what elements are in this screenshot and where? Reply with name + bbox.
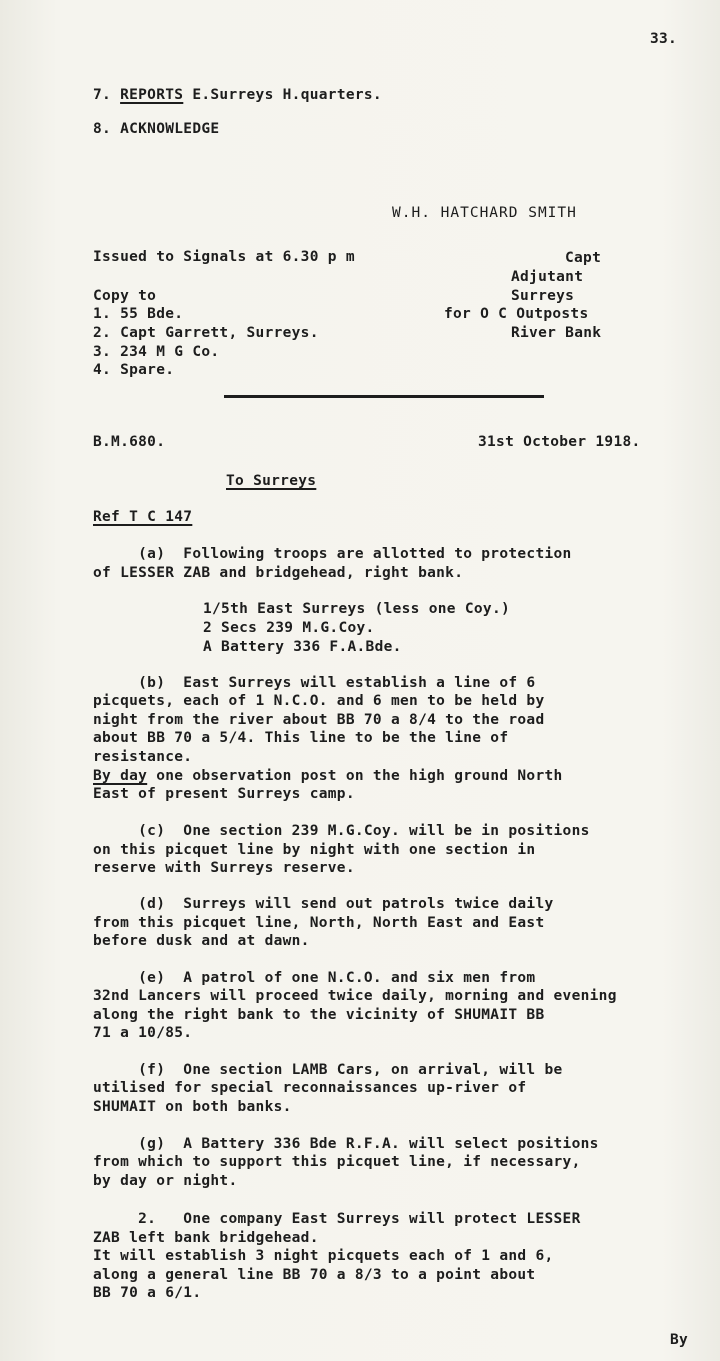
rank-line: River Bank xyxy=(511,325,602,341)
item-7-text: E.Surreys H.quarters. xyxy=(183,87,382,103)
para-f-line: SHUMAIT on both banks. xyxy=(93,1099,292,1115)
message-reference: B.M.680. xyxy=(93,434,166,450)
by-day-text: one observation post on the high ground North xyxy=(147,768,563,784)
page-number: 33. xyxy=(650,31,678,47)
para-b-line: night from the river about BB 70 a 8/4 to the road xyxy=(93,712,545,728)
troop-line: 1/5th East Surreys (less one Coy.) xyxy=(203,601,511,617)
copy-to-label: Copy to xyxy=(93,288,157,304)
issued-line: Issued to Signals at 6.30 p m xyxy=(93,249,355,265)
signatory-name: W.H. HATCHARD SMITH xyxy=(392,205,577,221)
para-d-line: before dusk and at dawn. xyxy=(93,933,310,949)
para-c-line: reserve with Surreys reserve. xyxy=(93,860,355,876)
para-f-line: utilised for special reconnaissances up-river of xyxy=(93,1080,527,1096)
copy-item: 4. Spare. xyxy=(93,362,175,378)
rank-line: Surreys xyxy=(511,288,575,304)
para-2-line: 2. One company East Surreys will protect LESSER xyxy=(93,1211,581,1227)
para-g-line: (g) A Battery 336 Bde R.F.A. will select positions xyxy=(93,1136,599,1152)
troop-line: A Battery 336 F.A.Bde. xyxy=(203,639,402,655)
rank-line: for O C Outposts xyxy=(444,306,589,322)
item-8: 8. ACKNOWLEDGE xyxy=(93,121,220,137)
by-day-label: By day xyxy=(93,768,148,784)
para-e-line: 32nd Lancers will proceed twice daily, morning and evening xyxy=(93,988,617,1004)
copy-item: 2. Capt Garrett, Surreys. xyxy=(93,325,319,341)
para-2-line: ZAB left bank bridgehead. xyxy=(93,1230,319,1246)
para-b-line: picquets, each of 1 N.C.O. and 6 men to be held by xyxy=(93,693,545,709)
para-2-line: along a general line BB 70 a 8/3 to a point about xyxy=(93,1267,536,1283)
para-f-line: (f) One section LAMB Cars, on arrival, will be xyxy=(93,1062,563,1078)
troop-line: 2 Secs 239 M.G.Coy. xyxy=(203,620,375,636)
addressee: To Surreys xyxy=(226,473,317,489)
by-day-line: East of present Surreys camp. xyxy=(93,786,355,802)
catchword: By xyxy=(670,1332,689,1348)
para-c-line: (c) One section 239 M.G.Coy. will be in positions xyxy=(93,823,590,839)
para-e-line: (e) A patrol of one N.C.O. and six men from xyxy=(93,970,536,986)
separator-rule xyxy=(224,395,544,398)
para-b-line: resistance. xyxy=(93,749,193,765)
para-2-line: It will establish 3 night picquets each of 1 and 6, xyxy=(93,1248,554,1264)
by-day-line xyxy=(93,767,563,786)
para-d-line: (d) Surreys will send out patrols twice daily xyxy=(93,896,554,912)
item-7 xyxy=(93,86,382,105)
copy-item: 3. 234 M G Co. xyxy=(93,344,220,360)
para-d-line: from this picquet line, North, North East and East xyxy=(93,915,545,931)
ref-line: Ref T C 147 xyxy=(93,509,193,525)
para-g-line: from which to support this picquet line, if necessary, xyxy=(93,1154,581,1170)
para-2-line: BB 70 a 6/1. xyxy=(93,1285,202,1301)
para-b-line: about BB 70 a 5/4. This line to be the line of xyxy=(93,730,509,746)
copy-item: 1. 55 Bde. xyxy=(93,306,184,322)
rank-line: Capt xyxy=(565,250,602,266)
para-b-line: (b) East Surreys will establish a line of 6 xyxy=(93,675,536,691)
para-g-line: by day or night. xyxy=(93,1173,238,1189)
para-a-line: of LESSER ZAB and bridgehead, right bank. xyxy=(93,565,464,581)
para-a-line: (a) Following troops are allotted to protection xyxy=(93,546,572,562)
rank-line: Adjutant xyxy=(511,269,584,285)
message-date: 31st October 1918. xyxy=(478,434,641,450)
item-7-number: 7. xyxy=(93,87,112,103)
para-e-line: 71 a 10/85. xyxy=(93,1025,193,1041)
item-7-heading: REPORTS xyxy=(120,87,184,103)
para-e-line: along the right bank to the vicinity of SHUMAIT BB xyxy=(93,1007,545,1023)
para-c-line: on this picquet line by night with one section in xyxy=(93,842,536,858)
